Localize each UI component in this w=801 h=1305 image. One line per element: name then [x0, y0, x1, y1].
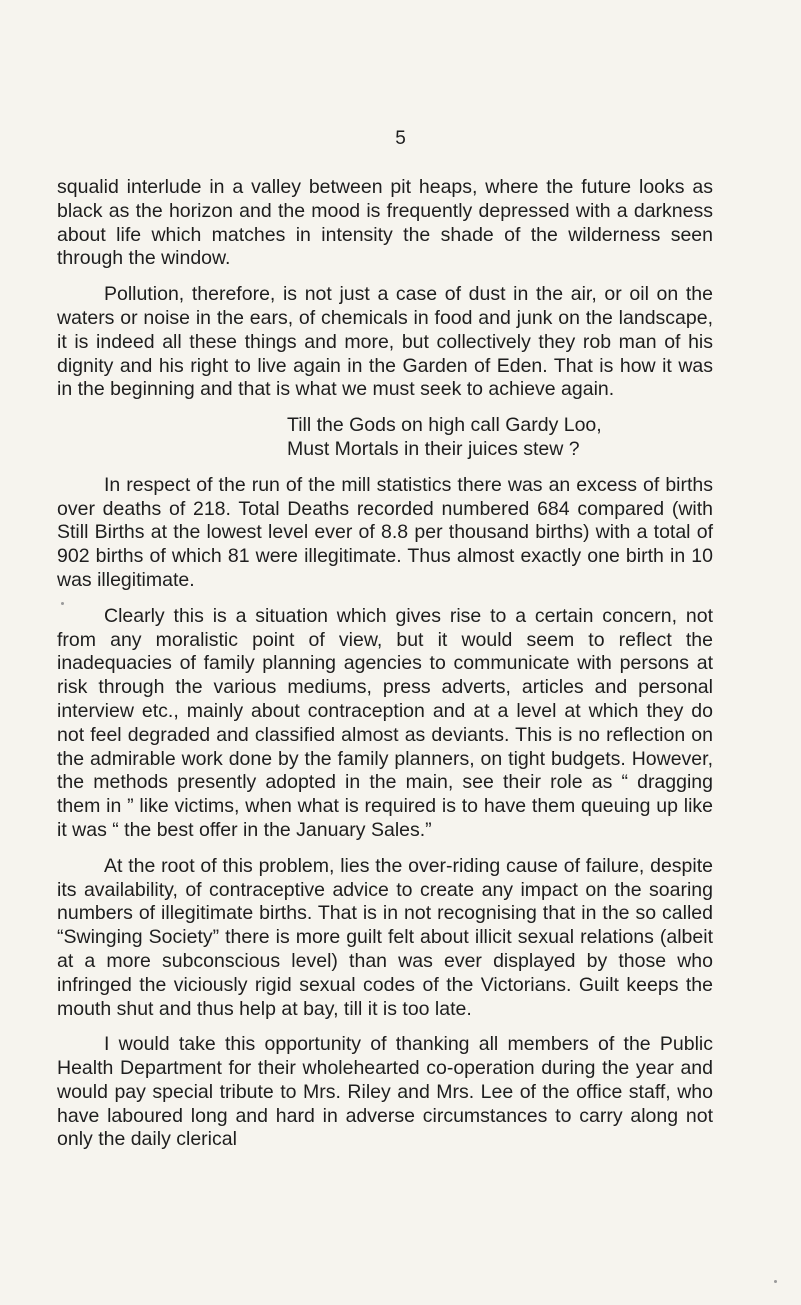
verse-line-2: Must Mortals in their juices stew ?	[287, 437, 580, 460]
scan-speck	[61, 602, 64, 605]
paragraph-acknowledgements: I would take this opportunity of thanking all members of the Public Health Department for their wholehearted co-operation during the year and would pay special tribute to Mrs. Riley and Mrs. Lee of the office staff, who have laboured long and hard in adverse circumstances to carry along not only the daily clerical	[57, 1033, 713, 1151]
paragraph-root-cause: At the root of this problem, lies the over-riding cause of failure, despite its availability, of contraceptive advice to create any impact on the soaring numbers of illegitimate births. That is in not recognising that in the so called “Swinging Society” there is more guilt felt about illicit sexual relations (albeit at a more subconscious level) than was ever displayed by those who infringed the viciously rigid sexual codes of the Victorians. Guilt keeps the mouth shut and thus help at bay, till it is too late.	[57, 854, 713, 1020]
paragraph-family-planning: Clearly this is a situation which gives rise to a certain concern, not from any moralistic point of view, but it would seem to reflect the inadequacies of family planning agencies to communicate with persons at risk through the various mediums, press adverts, articles and personal interview etc., mainly about contraception and at a level at which they do not feel degraded and classified almost as deviants. This is no reflection on the admirable work done by the family planners, on tight budgets. However, the methods presently adopted in the main, see their role as “ dragging them in ” like victims, when what is required is to have them queuing up like it was “ the best offer in the January Sales.”	[57, 604, 713, 841]
body-text	[57, 176, 713, 1164]
paragraph-statistics: In respect of the run of the mill statistics there was an excess of births over deaths of 218. Total Deaths recorded numbered 684 compared (with Still Births at the lowest level ever of 8.8 per thousand births) with a total of 902 births of which 81 were illegitimate. Thus almost exactly one birth in 10 was illegitimate.	[57, 473, 713, 591]
paragraph-pollution: Pollution, therefore, is not just a case of dust in the air, or oil on the waters or noise in the ears, of chemicals in food and junk on the landscape, it is indeed all these things and more, but collectively they rob man of his dignity and his right to live again in the Garden of Eden. That is how it was in the beginning and that is what we must seek to achieve again.	[57, 283, 713, 401]
verse-line-1: Till the Gods on high call Gardy Loo,	[287, 414, 602, 437]
scan-speck	[774, 1280, 777, 1283]
verse-quotation	[57, 414, 713, 462]
paragraph-continuation: squalid interlude in a valley between pit heaps, where the future looks as black as the horizon and the mood is frequently depressed with a darkness about life which matches in intensity the shade of the wilderness seen through the window.	[57, 176, 713, 270]
page-number: 5	[395, 128, 406, 149]
